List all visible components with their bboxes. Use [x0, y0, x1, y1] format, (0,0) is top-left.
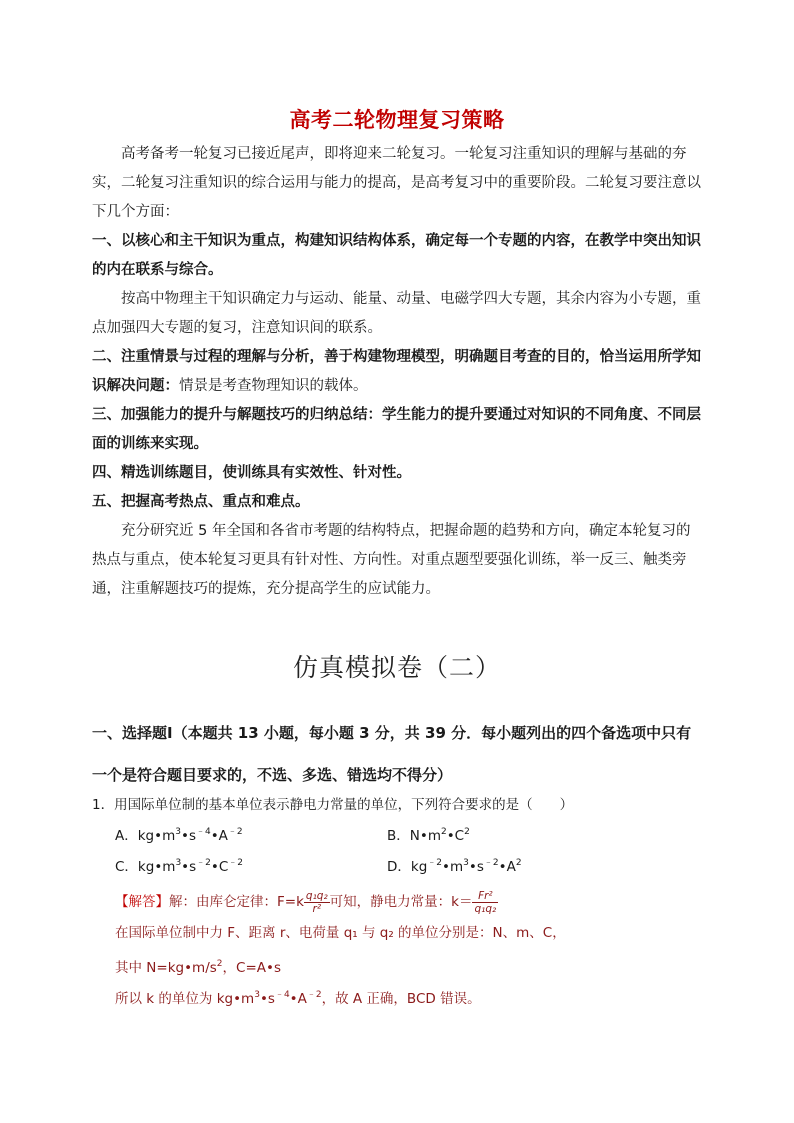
option-b: B．$N•m^2•C^2$ [387, 827, 470, 844]
option-c: C．$kg•m^3•s^{﹣2}•C^{﹣2}$ [115, 858, 244, 875]
solution-block [115, 887, 695, 1011]
heading-3: 三、加强能力的提升与解题技巧的归纳总结：学生能力的提升要通过对知识的不同角度、不同层面的训练来实现。 [92, 407, 701, 452]
heading-1: 一、以核心和主干知识为重点，构建知识结构体系，确定每一个专题的内容，在教学中突出知识的内在联系与综合。 [92, 233, 701, 278]
option-a: A．$kg•m^3•s^{﹣4}•A^{﹣2}$ [115, 827, 243, 844]
intro-paragraph-3: 充分研究近 5 年全国和各省市考题的结构特点，把握命题的趋势和方向，确定本轮复习的热点与重点，使本轮复习更具有针对性、方向性。对重点题型要强化训练，举一反三、触类旁通，注重解题技巧的提炼，充分提高学生的应试能力。 [92, 523, 691, 597]
intro-paragraph-2: 按高中物理主干知识确定力与运动、能量、动量、电磁学四大专题，其余内容为小专题，重点加强四大专题的复习，注意知识间的联系。 [92, 291, 701, 336]
heading-4: 四、精选训练题目，使训练具有实效性、针对性。 [92, 465, 411, 481]
heading-2-rest: 情景是考查物理知识的载体。 [179, 378, 368, 394]
exam-title: 仿真模拟卷（二） [292, 653, 501, 682]
coulomb-fraction: $\frac{\text{q₁q₂}}{\text{r²}}$ [305, 889, 328, 915]
intro-section [92, 140, 704, 604]
solution-line-1: 【解答】解：由库仑定律：F=k $\frac{\text{q₁q₂}}{\text{r²}}$ 可知，静电力常量：k＝ $\frac{\text{Fr²}}{\text{q₁q₂}}$ [115, 889, 497, 915]
k-fraction: $\frac{\text{Fr²}}{\text{q₁q₂}}$ [474, 889, 497, 915]
doc-title: 高考二轮物理复习策略 [289, 108, 505, 132]
solution-line-4: 所以 k 的单位为 $kg•m^3•s^{﹣4}•A^{﹣2}$，故 A 正确，BCD 错误。 [115, 990, 481, 1007]
part1-heading: 一、选择题Ⅰ（本题共 13 小题，每小题 3 分，共 39 分．每小题列出的四个备选项中只有一个是符合题目要求的，不选、多选、错选均不得分） [92, 724, 692, 784]
options-row-2 [115, 855, 675, 886]
options-row-1 [115, 824, 675, 855]
heading-5: 五、把握高考热点、重点和难点。 [92, 494, 310, 510]
heading-2 [92, 343, 704, 401]
question-1-stem: 1．用国际单位制的基本单位表示静电力常量的单位，下列符合要求的是（ ） [92, 797, 574, 813]
option-d: D．$kg^{﹣2}•m^3•s^{﹣2}•A^2$ [387, 858, 522, 875]
heading-2-bold: 二、注重情景与过程的理解与分析，善于构建物理模型，明确题目考查的目的，恰当运用所学知识解决问题： [92, 349, 701, 394]
solution-line-3: 其中 $N=kg•m/s^2$，C=A•s [115, 959, 282, 976]
intro-paragraph-1: 高考备考一轮复习已接近尾声，即将迎来二轮复习。一轮复习注重知识的理解与基础的夯实，二轮复习注重知识的综合运用与能力的提高，是高考复习中的重要阶段。二轮复习要注意以下几个方面： [92, 146, 701, 220]
solution-line-2: 在国际单位制中力 F、距离 r、电荷量 q₁ 与 q₂ 的单位分别是：N、m、C， [115, 925, 566, 941]
question-1-options [115, 824, 675, 886]
solution-tag: 【解答】 [115, 894, 169, 910]
